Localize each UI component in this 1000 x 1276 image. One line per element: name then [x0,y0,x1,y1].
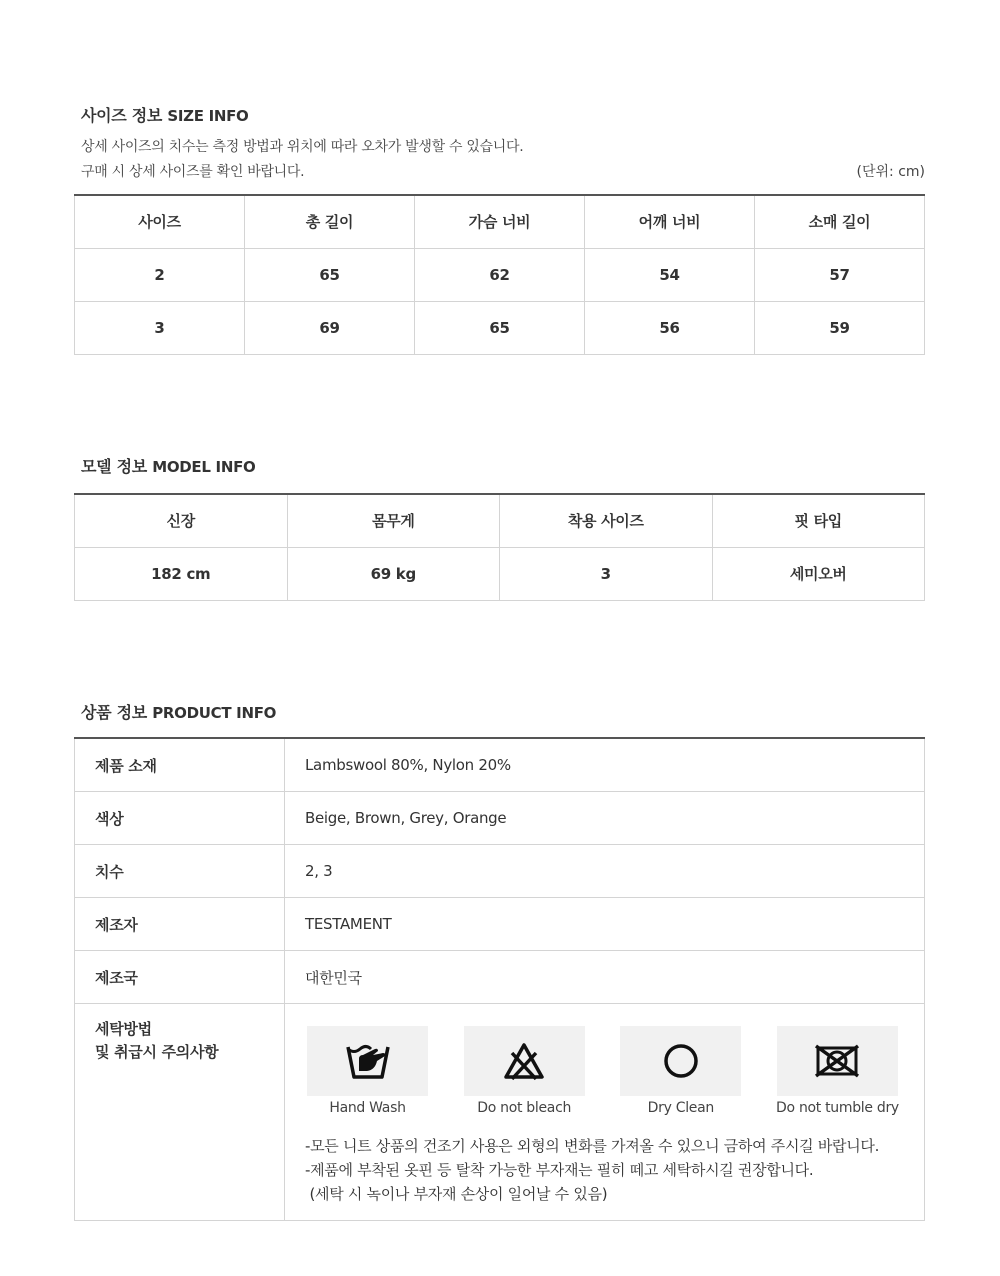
product-info-table [74,737,925,1221]
size-cell: 59 [755,301,925,354]
size-cell: 65 [415,301,585,354]
product-info-title-en: PRODUCT INFO [152,704,277,722]
size-label: 치수 [75,845,285,898]
model-header-height: 신장 [75,494,288,547]
model-table-header-row [75,494,925,547]
model-info-title-en: MODEL INFO [152,458,256,476]
model-header-wearing-size: 착용 사이즈 [500,494,713,547]
model-size-value: 3 [500,547,713,600]
care-label [75,1004,285,1221]
size-note-line2: 구매 시 상세 사이즈를 확인 바랍니다. [81,164,305,180]
table-row [75,248,925,301]
size-note-line1: 상세 사이즈의 치수는 측정 방법과 위치에 따라 오차가 발생할 수 있습니다. [81,139,524,155]
model-fit-value: 세미오버 [712,547,925,600]
size-cell: 2 [75,248,245,301]
hand-wash-icon [345,1041,391,1081]
care-item-do-not-tumble-dry [775,1026,925,1116]
do-not-tumble-dry-icon [813,1043,861,1079]
model-info-title-ko: 모델 정보 [81,457,147,476]
size-cell: 69 [245,301,415,354]
table-row [75,845,925,898]
size-cell: 56 [585,301,755,354]
size-table [74,194,925,355]
size-cell: 54 [585,248,755,301]
size-header-sleeve-length: 소매 길이 [755,195,925,248]
size-header-chest-width: 가슴 너비 [415,195,585,248]
model-weight-value: 69 kg [287,547,500,600]
size-info-title-en: SIZE INFO [167,107,249,125]
table-row [75,738,925,792]
table-row [75,301,925,354]
care-item-dry-clean [618,1026,768,1116]
country-value: 대한민국 [285,951,925,1004]
product-info-title-ko: 상품 정보 [81,703,147,722]
care-note-3: (세탁 시 녹이나 부자재 손상이 일어날 수 있음) [305,1185,608,1203]
care-icon-box [464,1026,585,1096]
size-table-header-row [75,195,925,248]
size-cell: 65 [245,248,415,301]
care-icon-box [620,1026,741,1096]
size-cell: 62 [415,248,585,301]
care-caption: Hand Wash [329,1100,406,1116]
manufacturer-value: TESTAMENT [285,898,925,951]
table-row [75,792,925,845]
model-header-weight: 몸무게 [287,494,500,547]
care-label-line2: 및 취급시 주의사항 [95,1043,219,1061]
care-item-do-not-bleach [462,1026,612,1116]
do-not-bleach-icon [503,1041,545,1081]
care-row [75,1004,925,1221]
model-table [74,493,925,601]
size-cell: 57 [755,248,925,301]
size-info-title [81,103,249,126]
material-value: Lambswool 80%, Nylon 20% [285,738,925,792]
care-value [285,1004,925,1221]
size-header-size: 사이즈 [75,195,245,248]
table-row [75,898,925,951]
size-header-shoulder-width: 어깨 너비 [585,195,755,248]
care-note-2: -제품에 부착된 옷핀 등 탈착 가능한 부자재는 필히 떼고 세탁하시길 권장합니다. [305,1161,814,1179]
care-item-hand-wash [305,1026,455,1116]
care-icons [305,1026,925,1116]
model-info-title [81,454,255,477]
care-icon-box [307,1026,428,1096]
care-notes [305,1134,924,1206]
country-label: 제조국 [75,951,285,1004]
size-unit: (단위: cm) [856,164,925,180]
manufacturer-label: 제조자 [75,898,285,951]
dry-clean-icon [661,1041,701,1081]
care-caption: Dry Clean [647,1100,714,1116]
color-value: Beige, Brown, Grey, Orange [285,792,925,845]
table-row [75,547,925,600]
material-label: 제품 소재 [75,738,285,792]
care-label-line1: 세탁방법 [95,1020,152,1038]
model-height-value: 182 cm [75,547,288,600]
model-header-fit-type: 핏 타입 [712,494,925,547]
care-note-1: -모든 니트 상품의 건조기 사용은 외형의 변화를 가져올 수 있으니 금하여 주시길 바랍니다. [305,1137,880,1155]
care-icon-box [777,1026,898,1096]
size-value: 2, 3 [285,845,925,898]
size-cell: 3 [75,301,245,354]
size-info-title-ko: 사이즈 정보 [81,106,163,125]
table-row [75,951,925,1004]
size-header-total-length: 총 길이 [245,195,415,248]
care-caption: Do not tumble dry [776,1100,899,1116]
product-info-title [81,700,276,723]
color-label: 색상 [75,792,285,845]
care-caption: Do not bleach [477,1100,572,1116]
